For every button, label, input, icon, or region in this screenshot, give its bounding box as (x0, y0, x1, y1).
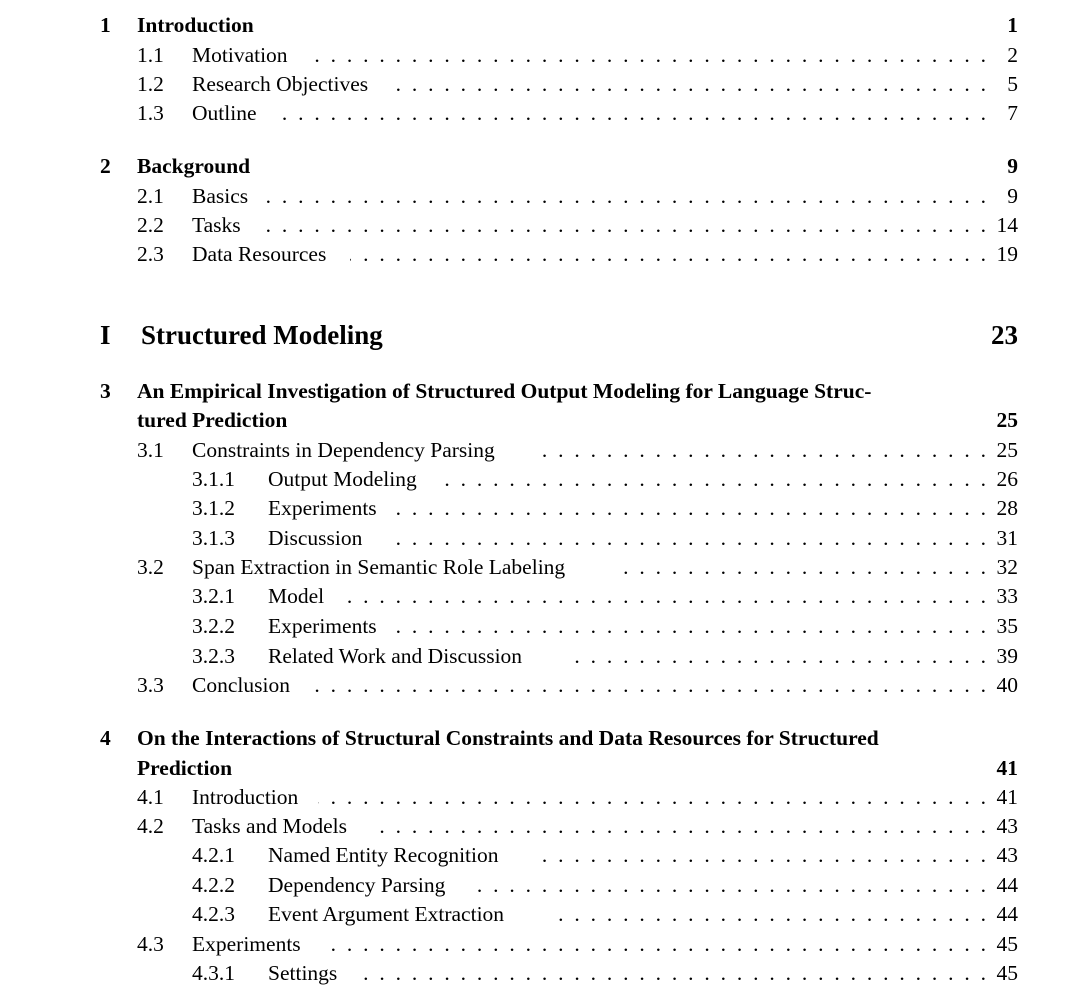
toc-section-3-3[interactable] (0, 670, 1080, 700)
subsection-title: Related Work and Discussion (268, 644, 523, 668)
chapter-title: Introduction (137, 13, 254, 37)
section-number: 2.1 (137, 184, 164, 208)
part-number: I (100, 320, 111, 350)
toc-part-1[interactable] (0, 317, 1080, 353)
section-number: 1.2 (137, 72, 164, 96)
leader-dots (280, 98, 986, 128)
leader-dots (306, 40, 986, 70)
page-number: 14 (996, 213, 1018, 237)
page-number: 7 (1007, 101, 1018, 125)
subsection-title: Discussion (268, 526, 363, 550)
toc-chapter-2[interactable] (0, 151, 1080, 181)
leader-dots (262, 181, 986, 211)
leader-dots (355, 958, 986, 988)
toc-section-2-3[interactable] (0, 239, 1080, 269)
page-number: 23 (991, 320, 1018, 350)
toc-chapter-1[interactable] (0, 10, 1080, 40)
section-number: 4.1 (137, 785, 164, 809)
leader-dots (318, 782, 986, 812)
chapter-number: 1 (100, 13, 111, 37)
page-number: 31 (996, 526, 1018, 550)
toc-section-4-1[interactable] (0, 782, 1080, 812)
chapter-number: 3 (100, 379, 111, 403)
chapter-title: Background (137, 154, 251, 178)
section-title: Basics (192, 184, 249, 208)
section-number: 4.2 (137, 814, 164, 838)
chapter-number: 4 (100, 726, 111, 750)
page-number: 9 (1007, 184, 1018, 208)
subsection-title: Dependency Parsing (268, 873, 446, 897)
leader-dots (395, 493, 986, 523)
leader-dots (338, 581, 986, 611)
page-number: 33 (996, 584, 1018, 608)
leader-dots (255, 210, 986, 240)
subsection-number: 3.2.3 (192, 644, 235, 668)
section-number: 1.3 (137, 101, 164, 125)
page-number: 25 (996, 438, 1018, 462)
leader-dots (550, 899, 986, 929)
section-number: 3.3 (137, 673, 164, 697)
leader-dots (395, 523, 986, 553)
subsection-title: Event Argument Extraction (268, 902, 505, 926)
subsection-number: 3.2.2 (192, 614, 235, 638)
section-number: 1.1 (137, 43, 164, 67)
leader-dots (533, 435, 986, 465)
toc-subsection-3-1-2[interactable] (0, 493, 1080, 523)
section-title: Outline (192, 101, 257, 125)
section-number: 3.1 (137, 438, 164, 462)
toc-section-2-1[interactable] (0, 181, 1080, 211)
toc-section-2-2[interactable] (0, 210, 1080, 240)
section-title: Motivation (192, 43, 288, 67)
section-title: Tasks and Models (192, 814, 347, 838)
page-number: 45 (996, 961, 1018, 985)
toc-subsection-4-3-1[interactable] (0, 958, 1080, 988)
page-number: 2 (1007, 43, 1018, 67)
toc-section-1-1[interactable] (0, 40, 1080, 70)
toc-subsection-4-2-1[interactable] (0, 840, 1080, 870)
page-number: 44 (996, 873, 1018, 897)
section-number: 4.3 (137, 932, 164, 956)
subsection-number: 3.1.2 (192, 496, 235, 520)
chapter-title: On the Interactions of Structural Constraints and Data Resources for Structured (137, 726, 879, 750)
leader-dots (620, 552, 986, 582)
leader-dots (315, 670, 986, 700)
section-title: Research Objectives (192, 72, 369, 96)
page-number: 19 (996, 242, 1018, 266)
toc-subsection-4-2-3[interactable] (0, 899, 1080, 929)
leader-dots (372, 811, 986, 841)
subsection-number: 4.3.1 (192, 961, 235, 985)
subsection-title: Experiments (268, 496, 377, 520)
toc-section-3-2[interactable] (0, 552, 1080, 582)
section-title: Data Resources (192, 242, 327, 266)
subsection-title: Experiments (268, 614, 377, 638)
subsection-title: Output Modeling (268, 467, 417, 491)
leader-dots (440, 464, 986, 494)
page-number: 28 (996, 496, 1018, 520)
toc-subsection-3-1-1[interactable] (0, 464, 1080, 494)
section-number: 3.2 (137, 555, 164, 579)
subsection-number: 4.2.1 (192, 843, 235, 867)
page-number: 26 (996, 467, 1018, 491)
page-number: 9 (1007, 154, 1018, 178)
leader-dots (533, 840, 986, 870)
page-number: 25 (996, 408, 1018, 432)
page-number: 32 (996, 555, 1018, 579)
leader-dots (475, 870, 986, 900)
subsection-title: Settings (268, 961, 338, 985)
page-number: 35 (996, 614, 1018, 638)
section-title: Constraints in Dependency Parsing (192, 438, 495, 462)
leader-dots (570, 641, 986, 671)
leader-dots (350, 239, 986, 269)
section-title: Introduction (192, 785, 299, 809)
toc-subsection-3-1-3[interactable] (0, 523, 1080, 553)
page-number: 40 (996, 673, 1018, 697)
toc-subsection-4-2-2[interactable] (0, 870, 1080, 900)
chapter-title-continued: tured Prediction (137, 408, 288, 432)
leader-dots (392, 69, 986, 99)
toc-chapter-3-line1[interactable] (0, 376, 1080, 406)
section-title: Conclusion (192, 673, 290, 697)
section-title: Experiments (192, 932, 301, 956)
part-title: Structured Modeling (141, 320, 383, 350)
chapter-number: 2 (100, 154, 111, 178)
toc-section-4-2[interactable] (0, 811, 1080, 841)
page-number: 39 (996, 644, 1018, 668)
toc-chapter-3-line2[interactable] (0, 405, 1080, 435)
page-number: 41 (996, 756, 1018, 780)
subsection-number: 4.2.2 (192, 873, 235, 897)
page-number: 43 (996, 814, 1018, 838)
toc-section-1-2[interactable] (0, 69, 1080, 99)
subsection-number: 3.1.1 (192, 467, 235, 491)
toc-chapter-4-line2[interactable] (0, 753, 1080, 783)
toc-chapter-4-line1[interactable] (0, 723, 1080, 753)
subsection-title: Model (268, 584, 325, 608)
toc-section-3-1[interactable] (0, 435, 1080, 465)
toc-section-4-3[interactable] (0, 929, 1080, 959)
page-number: 45 (996, 932, 1018, 956)
section-title: Tasks (192, 213, 241, 237)
toc-subsection-3-2-1[interactable] (0, 581, 1080, 611)
page-number: 5 (1007, 72, 1018, 96)
page-number: 1 (1007, 13, 1018, 37)
toc-section-1-3[interactable] (0, 98, 1080, 128)
section-title: Span Extraction in Semantic Role Labeling (192, 555, 566, 579)
section-number: 2.2 (137, 213, 164, 237)
subsection-title: Named Entity Recognition (268, 843, 499, 867)
subsection-number: 3.2.1 (192, 584, 235, 608)
chapter-title-continued: Prediction (137, 756, 233, 780)
section-number: 2.3 (137, 242, 164, 266)
toc-subsection-3-2-3[interactable] (0, 641, 1080, 671)
subsection-number: 3.1.3 (192, 526, 235, 550)
page-number: 43 (996, 843, 1018, 867)
subsection-number: 4.2.3 (192, 902, 235, 926)
leader-dots (322, 929, 986, 959)
page-number: 41 (996, 785, 1018, 809)
page-number: 44 (996, 902, 1018, 926)
leader-dots (395, 611, 986, 641)
toc-subsection-3-2-2[interactable] (0, 611, 1080, 641)
chapter-title: An Empirical Investigation of Structured Output Modeling for Language Struc- (137, 379, 872, 403)
